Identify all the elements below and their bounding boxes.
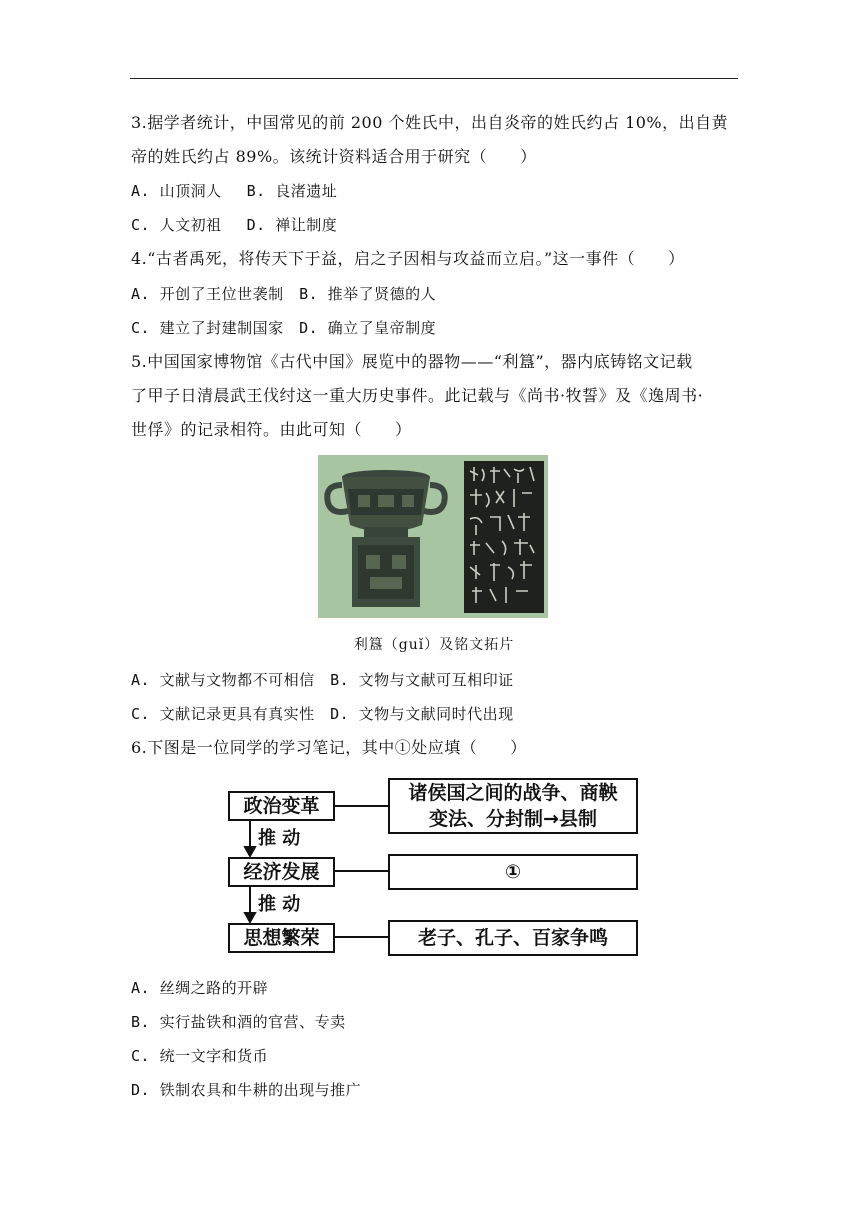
diagram-box-thinkers: 老子、孔子、百家争鸣 bbox=[388, 920, 638, 956]
study-notes-diagram bbox=[225, 777, 640, 959]
q4-options-cd: C. 建立了封建制国家 D. 确立了皇帝制度 bbox=[131, 319, 437, 337]
q5-stem-line3: 世俘》的记录相符。由此可知（ ） bbox=[131, 420, 412, 439]
header-rule bbox=[130, 78, 738, 79]
q3-stem-line2: 帝的姓氏约占 89%。该统计资料适合用于研究（ ） bbox=[131, 147, 537, 166]
q5-stem-line2: 了甲子日清晨武王伐纣这一重大历史事件。此记载与《尚书·牧誓》及《逸周书· bbox=[131, 386, 704, 405]
ligui-vessel-and-rubbing-image bbox=[318, 455, 548, 618]
q6-stem: 6.下图是一位同学的学习笔记，其中①处应填（ ） bbox=[131, 738, 527, 757]
diagram-push-label-2: 推 动 bbox=[258, 894, 301, 915]
diagram-box-economic-development: 经济发展 bbox=[228, 857, 335, 887]
ligui-bronze-photo bbox=[318, 455, 548, 618]
diagram-box-political-detail: 诸侯国之间的战争、商鞅 变法、分封制→县制 bbox=[388, 778, 638, 834]
q3-stem-line1: 3.据学者统计，中国常见的前 200 个姓氏中，出自炎帝的姓氏约占 10%，出自黄 bbox=[131, 113, 729, 132]
q6-option-a: A. 丝绸之路的开辟 bbox=[131, 979, 269, 997]
q6-option-d: D. 铁制农具和牛耕的出现与推广 bbox=[131, 1081, 362, 1099]
q6-option-b: B. 实行盐铁和酒的官营、专卖 bbox=[131, 1013, 346, 1031]
q5-options-ab: A. 文献与文物都不可相信 B. 文物与文献可互相印证 bbox=[131, 671, 514, 689]
q3-options-cd: C. 人文初祖 D. 禅让制度 bbox=[131, 216, 338, 234]
q5-stem-line1: 5.中国国家博物馆《古代中国》展览中的器物——“利簋”，器内底铸铭文记载 bbox=[131, 352, 693, 371]
q5-options-cd: C. 文献记录更具有真实性 D. 文物与文献同时代出现 bbox=[131, 705, 514, 723]
diagram-box-thought-prosperity: 思想繁荣 bbox=[228, 923, 335, 953]
diagram-box-blank-1: ① bbox=[388, 854, 638, 890]
diagram-push-label-1: 推 动 bbox=[258, 828, 301, 849]
q4-options-ab: A. 开创了王位世袭制 B. 推举了贤德的人 bbox=[131, 285, 437, 303]
q3-options-ab: A. 山顶洞人 B. 良渚遗址 bbox=[131, 182, 338, 200]
figure-caption: 利簋（guǐ）及铭文拓片 bbox=[353, 637, 515, 653]
diagram-box-political-reform: 政治变革 bbox=[228, 791, 335, 821]
q4-stem: 4.“古者禹死，将传天下于益，启之子因相与攻益而立启。”这一事件（ ） bbox=[131, 249, 685, 268]
q6-option-c: C. 统一文字和货币 bbox=[131, 1047, 269, 1065]
